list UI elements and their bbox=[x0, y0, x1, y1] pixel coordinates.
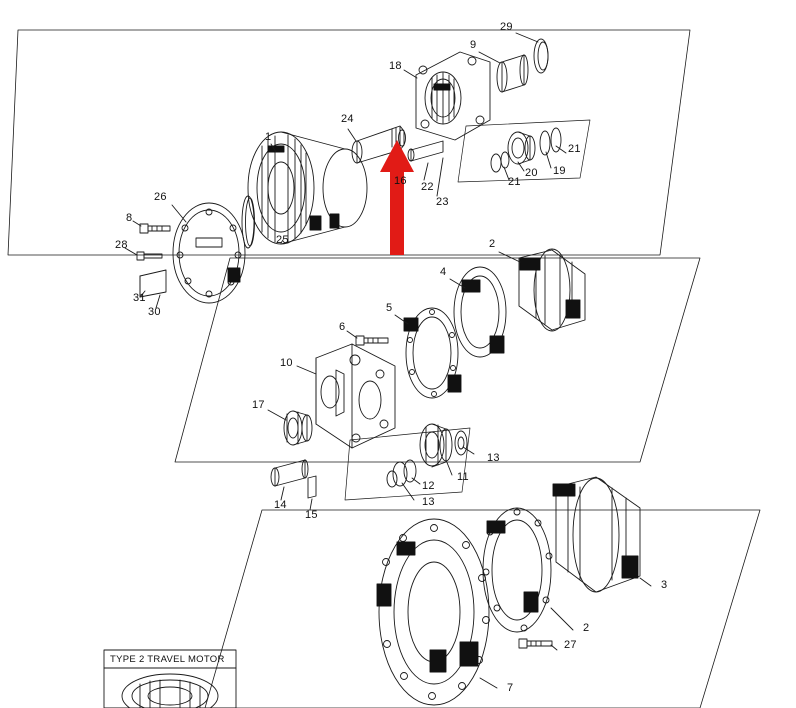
part-21-washers bbox=[540, 128, 561, 155]
group-frame-bottom bbox=[205, 510, 760, 708]
callout-13-right: 13 bbox=[487, 452, 500, 464]
part-18-carrier bbox=[416, 52, 490, 140]
callout-8: 8 bbox=[126, 212, 133, 224]
callout-20: 20 bbox=[525, 167, 538, 179]
callout-27: 27 bbox=[564, 639, 577, 651]
highlight-arrow bbox=[380, 140, 414, 255]
callout-7: 7 bbox=[507, 682, 514, 694]
part-7-flange bbox=[377, 519, 490, 705]
callout-22: 22 bbox=[421, 181, 434, 193]
callout-30: 30 bbox=[148, 306, 161, 318]
part-13-washer-right bbox=[455, 431, 467, 455]
callout-25: 25 bbox=[276, 234, 289, 246]
callout-28: 28 bbox=[115, 239, 128, 251]
callout-29: 29 bbox=[500, 21, 513, 33]
part-15-dowel bbox=[308, 476, 316, 498]
part-19-gear bbox=[508, 132, 535, 164]
callout-9: 9 bbox=[470, 39, 477, 51]
callout-17: 17 bbox=[252, 399, 265, 411]
callout-15: 15 bbox=[305, 509, 318, 521]
part-2-ring-upper bbox=[519, 249, 585, 331]
part-14-pin bbox=[271, 460, 308, 486]
part-27-bolt bbox=[519, 639, 552, 648]
callout-23: 23 bbox=[436, 196, 449, 208]
callout-21-right: 21 bbox=[568, 143, 581, 155]
callout-21-left: 21 bbox=[508, 176, 521, 188]
part-28-bolt bbox=[137, 252, 162, 260]
callout-2-lower: 2 bbox=[583, 622, 590, 634]
callout-4: 4 bbox=[440, 266, 447, 278]
callout-1: 1 bbox=[265, 131, 272, 143]
part-26-cover-plate bbox=[173, 203, 245, 303]
callout-14: 14 bbox=[274, 499, 287, 511]
callout-5: 5 bbox=[386, 302, 393, 314]
callout-16: 16 bbox=[394, 175, 407, 187]
callout-6: 6 bbox=[339, 321, 346, 333]
part-1-housing bbox=[248, 132, 367, 244]
part-17-gear bbox=[284, 411, 312, 445]
callout-24: 24 bbox=[341, 113, 354, 125]
callout-26: 26 bbox=[154, 191, 167, 203]
callout-10: 10 bbox=[280, 357, 293, 369]
part-22-pin bbox=[408, 141, 443, 161]
part-8-bolt bbox=[140, 224, 170, 233]
callout-12: 12 bbox=[422, 480, 435, 492]
part-9-sleeve bbox=[497, 55, 528, 92]
part-2-ring-lower bbox=[483, 508, 552, 632]
group-frame-top bbox=[8, 30, 690, 255]
part-29-snap-ring bbox=[534, 39, 548, 73]
part-6-bolt bbox=[356, 336, 388, 345]
callout-19: 19 bbox=[553, 165, 566, 177]
part-10-valve-body bbox=[316, 344, 395, 448]
title-box-label: TYPE 2 TRAVEL MOTOR bbox=[110, 654, 225, 665]
part-3-drum bbox=[553, 477, 640, 592]
callout-31: 31 bbox=[133, 292, 146, 304]
callout-11: 11 bbox=[457, 471, 469, 483]
part-20-21-small bbox=[491, 152, 509, 172]
callout-18: 18 bbox=[389, 60, 402, 72]
callout-3: 3 bbox=[661, 579, 668, 591]
callout-2-upper: 2 bbox=[489, 238, 496, 250]
part-4-ring-middle bbox=[454, 267, 506, 357]
callout-13-lower: 13 bbox=[422, 496, 435, 508]
part-12-13-small bbox=[387, 460, 416, 487]
part-5-ring-lower bbox=[404, 308, 461, 398]
